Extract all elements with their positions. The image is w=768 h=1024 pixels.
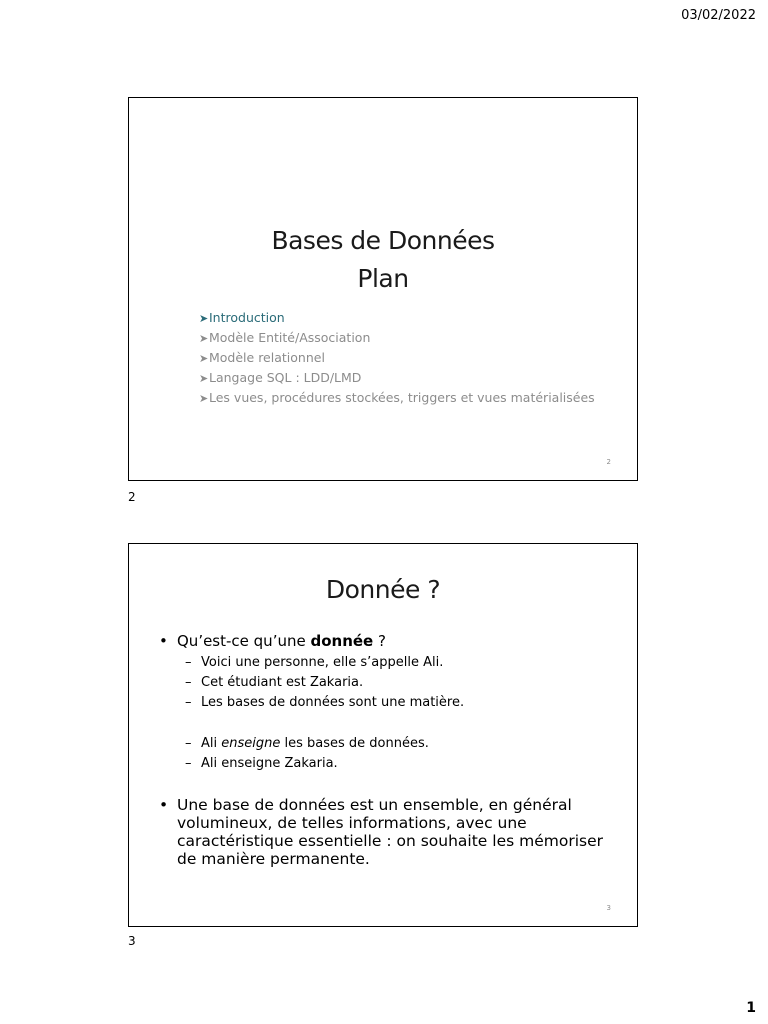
arrow-bullet-icon: ➤ [199, 372, 209, 385]
arrow-bullet-icon: ➤ [199, 352, 209, 365]
slide-title-line2: Plan [357, 264, 409, 293]
slide-number: 2 [606, 458, 611, 466]
plan-item-entity-association: ➤Modèle Entité/Association [199, 328, 595, 348]
slide-title-line1: Bases de Données [271, 226, 495, 255]
list-item: – Cet étudiant est Zakaria. [157, 673, 617, 693]
dash-bullet-icon: – [185, 675, 192, 690]
arrow-bullet-icon: ➤ [199, 332, 209, 345]
plan-list [199, 308, 595, 408]
slide-caption: 3 [128, 934, 136, 948]
examples-list [157, 653, 617, 713]
slide-number: 3 [606, 904, 611, 912]
plan-item-views: ➤Les vues, procédures stockées, triggers et vues matérialisées [199, 388, 595, 408]
list-item: – Voici une personne, elle s’appelle Ali. [157, 653, 617, 673]
bullet-dot-icon: • [159, 796, 169, 814]
page-number: 1 [746, 1000, 756, 1016]
list-item: – Ali enseigne les bases de données. [157, 734, 617, 754]
bullet-question: • Qu’est-ce qu’une donnée ? [159, 632, 386, 650]
list-item: – Les bases de données sont une matière. [157, 693, 617, 713]
slide-body [157, 632, 617, 868]
bullet-definition: • Une base de données est un ensemble, en général volumineux, de telles informations, avec une caractéristique essentielle : on souhaite les mémoriser de manière permanente. [159, 796, 603, 868]
slide-title: Donnée ? [325, 575, 441, 604]
dash-bullet-icon: – [185, 695, 192, 710]
bullet-dot-icon: • [159, 632, 168, 650]
arrow-bullet-icon: ➤ [199, 312, 209, 325]
slide-title [129, 222, 637, 298]
arrow-bullet-icon: ➤ [199, 392, 209, 405]
slide-plan [128, 97, 638, 481]
plan-item-sql: ➤Langage SQL : LDD/LMD [199, 368, 595, 388]
dash-bullet-icon: – [185, 655, 192, 670]
list-item: – Ali enseigne Zakaria. [157, 754, 617, 774]
dash-bullet-icon: – [185, 736, 192, 751]
dash-bullet-icon: – [185, 756, 192, 771]
slide-caption: 2 [128, 490, 136, 504]
header-date: 03/02/2022 [681, 8, 756, 23]
plan-item-introduction: ➤Introduction [199, 308, 595, 328]
relations-list [157, 734, 617, 774]
plan-item-relational: ➤Modèle relationnel [199, 348, 595, 368]
slide-donnee [128, 543, 638, 927]
